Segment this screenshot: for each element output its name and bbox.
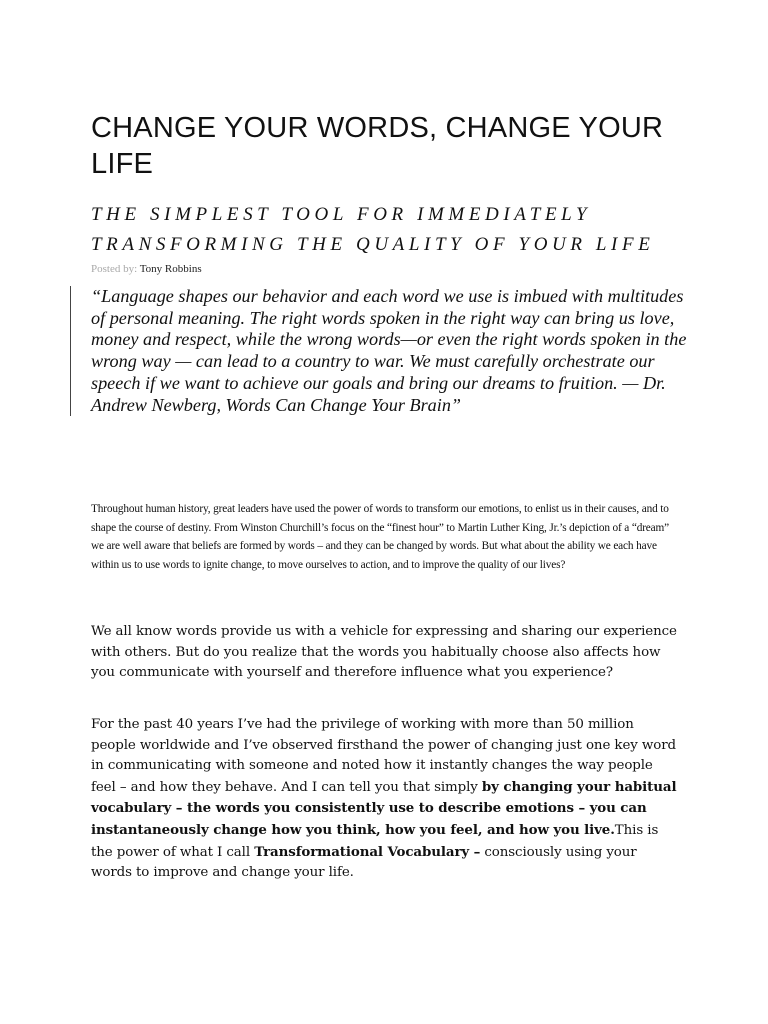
body-paragraph-1: Throughout human history, great leaders have used the power of words to transform our emotions, to enlist us in their causes, and to shape the course of destiny. From Winston Churchill’s focus on the “finest hour” to Martin Luther King, Jr.’s depiction of a “dream” we are well aware that beliefs are formed by words – and they can be changed by words. But what about the ability we each have within us to use words to ignite change, to move ourselves to action, and to improve the quality of our lives? [91,503,670,571]
paragraph-3-bold-statement: by changing your habitual vocabulary – the words you consistently use to describe emotions – you can instantaneously change how you think, how you feel, and how you live. [91,778,677,838]
pull-quote: “Language shapes our behavior and each word we use is imbued with multitudes of personal meaning. The right words spoken in the right way can bring us love, money and respect, while the wrong words—or even the right words spoken in the wrong way — can lead to a country to war. We must carefully orchestrate our speech if we want to achieve our goals and bring our dreams to fruition. — Dr. Andrew Newberg, Words Can Change Your Brain” [70,286,691,416]
byline [91,262,202,276]
paragraph-3-bold-term: Transformational Vocabulary – [254,843,481,860]
body-paragraph-3 [91,715,681,884]
body-paragraph-2: We all know words provide us with a vehicle for expressing and sharing our experience with others. But do you realize that the words you habitually choose also affects how you communicate with yourself and therefore influence what you experience? [91,624,677,681]
byline-author: Tony Robbins [139,263,202,275]
byline-label: Posted by: [91,263,138,275]
paragraph-3-intro: For the past 40 years I’ve had the privilege of working with more than 50 million people worldwide and I’ve observed firsthand the power of changing just one key word in communicating with someone and noted how it instantly changes the way people feel – and how they behave. And I can tell you that simply [91,717,676,795]
article-title: CHANGE YOUR WORDS, CHANGE YOUR LIFE [91,112,664,180]
paragraph-3-end: consciously using your words to improve and change your life. [91,844,637,881]
article-subtitle: THE SIMPLEST TOOL FOR IMMEDIATELY TRANSFORMING THE QUALITY OF YOUR LIFE [91,204,655,255]
paragraph-3-middle: This is the power of what I call [91,822,659,860]
